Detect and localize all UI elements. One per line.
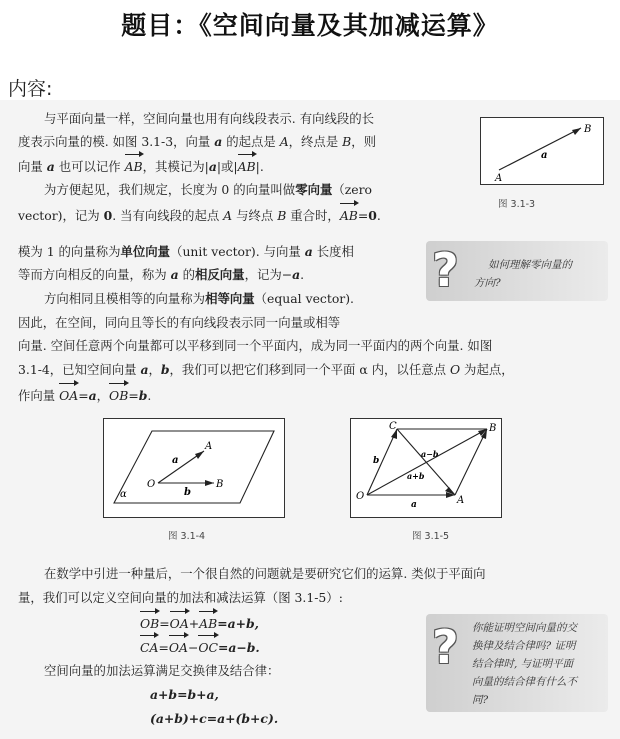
note-text: 同? — [472, 694, 489, 706]
figure-3-1-3 — [480, 117, 604, 185]
label-b: b — [184, 487, 191, 498]
text-line: 作向量 OA=a，OB=b. — [18, 383, 151, 407]
question-mark-icon: ? — [432, 620, 459, 674]
text-line: 在数学中引进一种量后，一个很自然的问题就是要研究它们的运算. 类似于平面向 — [44, 566, 486, 581]
text-line: 等而方向相反的向量，称为 a 的相反向量，记为−a. — [18, 267, 305, 282]
text-line: 空间向量的加法运算满足交换律及结合律： — [44, 663, 280, 678]
label-B: B — [216, 479, 224, 490]
note-text: 换律及结合律吗? 证明 — [472, 640, 576, 652]
label-B: B — [489, 423, 497, 434]
question-mark-icon: ? — [432, 243, 459, 297]
label-A: A — [457, 495, 465, 506]
text-line: 量，我们可以定义空间向量的加法和减法运算（图 3.1-5）: — [18, 590, 343, 605]
figure-3-1-3-drawing — [481, 118, 603, 184]
plane-alpha — [114, 431, 274, 503]
content-heading: 内容: — [8, 78, 53, 100]
figure-caption: 图 3.1-3 — [498, 199, 536, 210]
text-line: 模为 1 的向量称为单位向量（unit vector). 与向量 a 长度相 — [18, 244, 354, 259]
label-B: B — [584, 124, 592, 135]
note-text: 方向? — [474, 277, 501, 289]
text-line: 度表示向量的模. 如图 3.1-3，向量 a 的起点是 A，终点是 B，则 — [18, 134, 377, 149]
label-b: b — [373, 456, 380, 466]
label-a: a — [172, 455, 179, 466]
label-a-minus-b: a−b — [421, 449, 439, 459]
figure-caption: 图 3.1-4 — [168, 531, 206, 542]
label-a: a — [411, 500, 417, 510]
text-line: 与平面向量一样，空间向量也用有向线段表示. 有向线段的长 — [44, 111, 375, 126]
equation-addition: OB=OA+AB=a+b, — [140, 611, 259, 635]
label-a: a — [541, 150, 548, 161]
equation-subtraction: CA=OA−OC=a−b. — [140, 635, 260, 659]
vector-OB — [367, 429, 487, 495]
figure-3-1-5-drawing — [351, 419, 501, 517]
thinking-note — [426, 614, 608, 712]
label-C: C — [389, 421, 397, 432]
thinking-note — [426, 241, 608, 301]
note-text: 你能证明空间向量的交 — [472, 622, 577, 634]
note-text: 如何理解零向量的 — [488, 259, 572, 271]
text-line: 因此，在空间，同向且等长的有向线段表示同一向量或相等 — [18, 315, 341, 330]
page-title: 题目：《空间向量及其加减运算》 — [121, 11, 499, 40]
figure-3-1-4-drawing — [104, 419, 284, 517]
figure-3-1-5 — [350, 418, 502, 518]
note-text: 向量的结合律有什么不 — [472, 676, 577, 688]
text-line: 为方便起见，我们规定，长度为 0 的向量叫做零向量（zero — [44, 182, 372, 197]
equation-commutative: a+b=b+a, — [150, 687, 219, 702]
label-O: O — [356, 491, 365, 502]
text-line: 3.1-4，已知空间向量 a，b，我们可以把它们移到同一个平面 α 内，以任意点 O 为起点， — [18, 362, 514, 377]
vector-a-line — [499, 128, 581, 170]
text-line: 向量 a 也可以记作 AB，其模记为|a|或|AB|. — [18, 154, 264, 178]
vector-a-arrowhead — [572, 128, 581, 135]
vector-OA-arrowhead — [195, 451, 204, 459]
figure-caption: 图 3.1-5 — [412, 531, 450, 542]
figure-3-1-4 — [103, 418, 285, 518]
label-A: A — [495, 173, 503, 184]
equation-associative: (a+b)+c=a+(b+c). — [150, 711, 279, 726]
text-line: vector)，记为 0. 当有向线段的起点 A 与终点 B 重合时，AB=0. — [18, 203, 381, 227]
vector-OC — [367, 429, 397, 495]
text-line: 向量. 空间任意两个向量都可以平移到同一个平面内，成为同一平面内的两个向量. 如图 — [18, 338, 493, 353]
label-O: O — [147, 479, 156, 490]
label-a-plus-b: a+b — [407, 471, 425, 481]
vector-AB — [455, 429, 487, 495]
text-line: 方向相同且模相等的向量称为相等向量（equal vector). — [44, 291, 354, 306]
note-text: 结合律时, 与证明平面 — [472, 658, 574, 670]
label-alpha: α — [120, 489, 127, 500]
vector-OB-arrowhead — [205, 480, 214, 486]
vector-CA — [397, 429, 455, 495]
label-A: A — [205, 441, 213, 452]
